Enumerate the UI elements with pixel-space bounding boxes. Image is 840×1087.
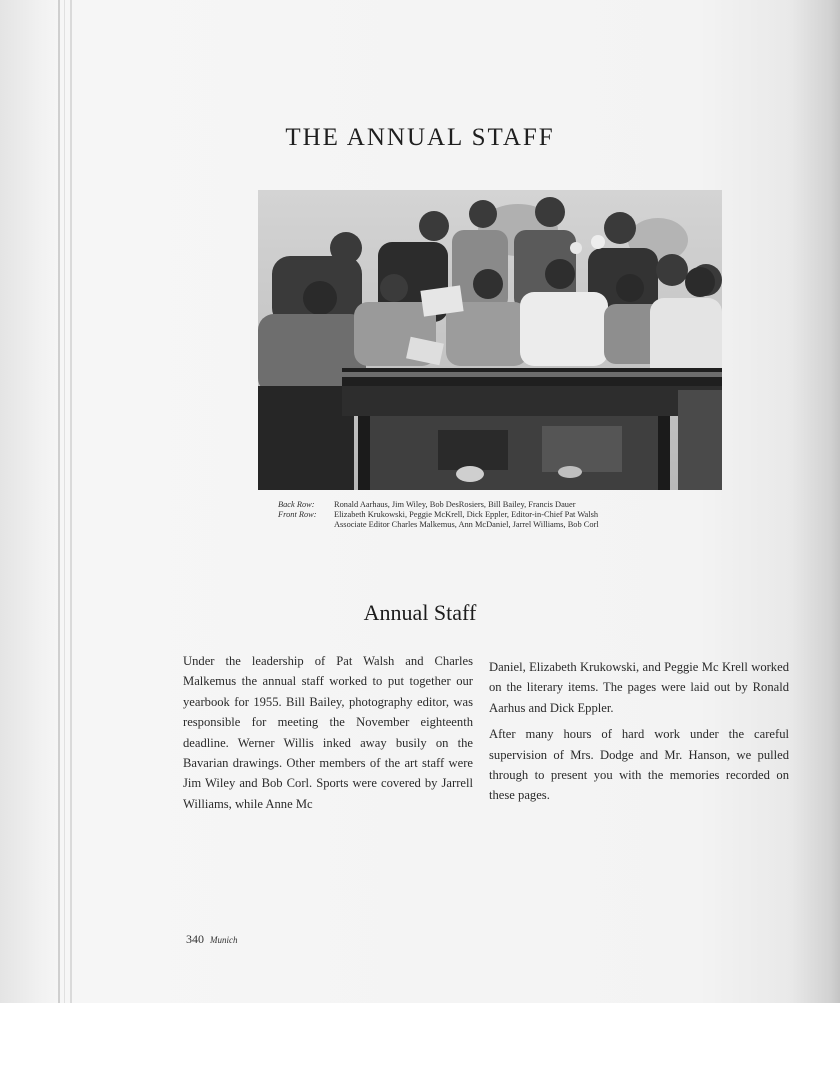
running-title: Munich [210, 935, 238, 945]
caption-front-row [278, 510, 718, 520]
article-paragraph: Daniel, Elizabeth Krukowski, and Peggie Mc Krell worked on the literary items. The pages were laid out by Ronald Aarhus and Dick Eppler. [489, 660, 789, 715]
caption-row-label: Back Row: [278, 500, 315, 509]
article-paragraph: Under the leadership of Pat Walsh and Charles Malkemus the annual staff worked to put together our yearbook for 1955. Bill Bailey, photography editor, was responsible for meeting the November eighteenth deadline. Werner Willis inked away busily on the Bavarian drawings. Other members of the art staff were Jim Wiley and Bob Corl. Sports were covered by Jarrell Williams, while Anne Mc [183, 654, 473, 811]
caption-front-row-continued [278, 520, 718, 530]
page-title: THE ANNUAL STAFF [285, 124, 555, 151]
caption-names: Elizabeth Krukowski, Peggie McKrell, Dick Eppler, Editor-in-Chief Pat Walsh [334, 510, 599, 519]
caption-back-row [278, 500, 718, 510]
section-heading: Annual Staff [363, 600, 477, 625]
photo-caption [278, 500, 718, 530]
caption-row-label: Front Row: [278, 510, 317, 519]
staff-group-photo [258, 190, 722, 490]
page-footer [186, 932, 238, 947]
caption-names: Associate Editor Charles Malkemus, Ann McDaniel, Jarrel Williams, Bob Corl [334, 520, 599, 529]
page-number: 340 [186, 932, 204, 946]
article-paragraph: After many hours of hard work under the careful supervision of Mrs. Dodge and Mr. Hanson, we pulled through to present you with the memories recorded on these pages. [489, 727, 789, 803]
caption-names: Ronald Aarhaus, Jim Wiley, Bob DesRosiers, Bill Bailey, Francis Dauer [334, 500, 576, 509]
article-column-left [183, 651, 473, 820]
article-column-right [489, 657, 789, 812]
